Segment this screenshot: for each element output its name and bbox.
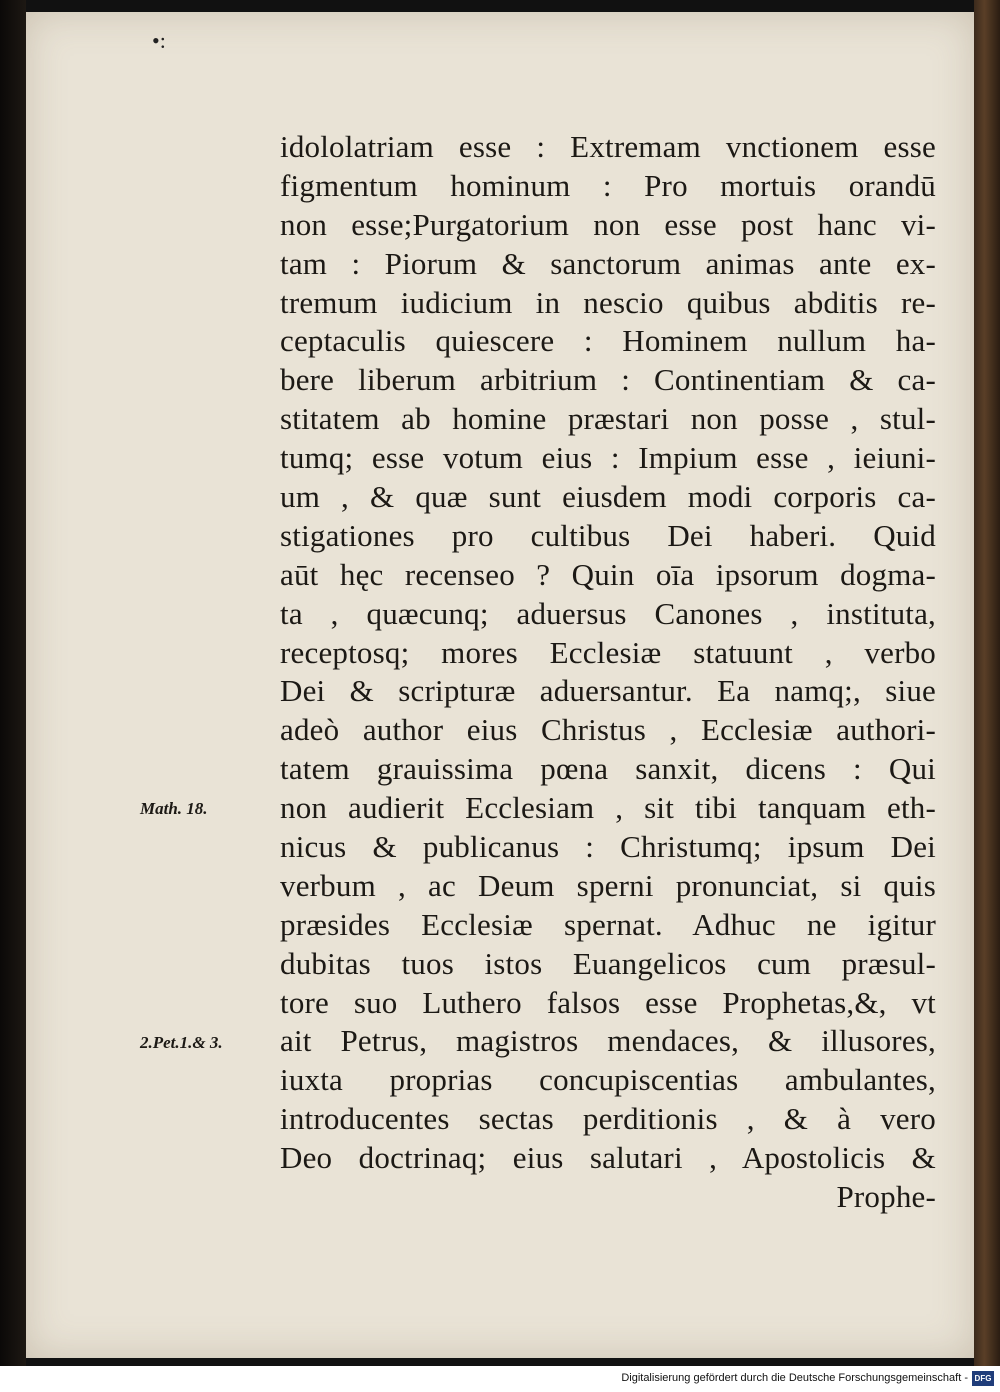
text-line: ceptaculis quiescere : Hominem nullum ha- xyxy=(280,323,936,359)
text-line: figmentum hominum : Pro mortuis orandū xyxy=(280,167,936,203)
text-line: introducentes sectas perditionis , & à vero xyxy=(280,1101,936,1137)
text-line: dubitas tuos istos Euangelicos cum præsul- xyxy=(280,945,936,981)
text-line: tore suo Luthero falsos esse Prophetas,&, vt xyxy=(280,984,936,1020)
scan-left-edge xyxy=(0,0,26,1366)
text-line: adeò author eius Christus , Ecclesiæ authori- xyxy=(280,712,936,748)
text-line: ta , quæcunq; aduersus Canones , instituta, xyxy=(280,595,936,631)
text-line: Dei & scripturæ aduersantur. Ea namq;, siue xyxy=(280,673,936,709)
page-mark: •: xyxy=(152,28,166,53)
text-line: ait Petrus, magistros mendaces, & illusores, xyxy=(280,1023,936,1059)
main-text-block xyxy=(280,128,936,1217)
text-line: stitatem ab homine præstari non posse , stul- xyxy=(280,401,936,437)
text-line: aūt hęc recenseo ? Quin oīa ipsorum dogma- xyxy=(280,556,936,592)
text-line: stigationes pro cultibus Dei haberi. Quid xyxy=(280,517,936,553)
text-line: um , & quæ sunt eiusdem modi corporis ca- xyxy=(280,479,936,515)
text-line: tremum iudicium in nescio quibus abditis re- xyxy=(280,284,936,320)
text-line: iuxta proprias concupiscentias ambulantes, xyxy=(280,1062,936,1098)
margin-note: Math. 18. xyxy=(140,799,208,819)
text-line: receptosq; mores Ecclesiæ statuunt , verbo xyxy=(280,634,936,670)
text-line: tumq; esse votum eius : Impium esse , ieiuni- xyxy=(280,440,936,476)
footer-bar xyxy=(0,1366,1000,1392)
dfg-logo-icon: DFG xyxy=(972,1371,994,1386)
book-spine-edge xyxy=(974,0,1000,1366)
text-line: idololatriam esse : Extremam vnctionem esse xyxy=(280,129,936,164)
text-line: Deo doctrinaq; eius salutari , Apostolicis & xyxy=(280,1140,936,1176)
text-line: non esse;Purgatorium non esse post hanc vi- xyxy=(280,206,936,242)
text-line: tatem grauissima pœna sanxit, dicens : Qui xyxy=(280,751,936,787)
text-line: verbum , ac Deum sperni pronunciat, si quis xyxy=(280,867,936,903)
text-line: nicus & publicanus : Christumq; ipsum Dei xyxy=(280,829,936,865)
text-line: non audierit Ecclesiam , sit tibi tanquam eth- xyxy=(280,790,936,826)
margin-note: 2.Pet.1.& 3. xyxy=(140,1032,223,1052)
footer-credit: Digitalisierung gefördert durch die Deutsche Forschungsgemeinschaft - xyxy=(621,1372,968,1384)
text-line: bere liberum arbitrium : Continentiam & ca- xyxy=(280,362,936,398)
text-line: Prophe- xyxy=(836,1179,936,1215)
text-line: præsides Ecclesiæ spernat. Adhuc ne igitur xyxy=(280,906,936,942)
text-line: tam : Piorum & sanctorum animas ante ex- xyxy=(280,245,936,281)
